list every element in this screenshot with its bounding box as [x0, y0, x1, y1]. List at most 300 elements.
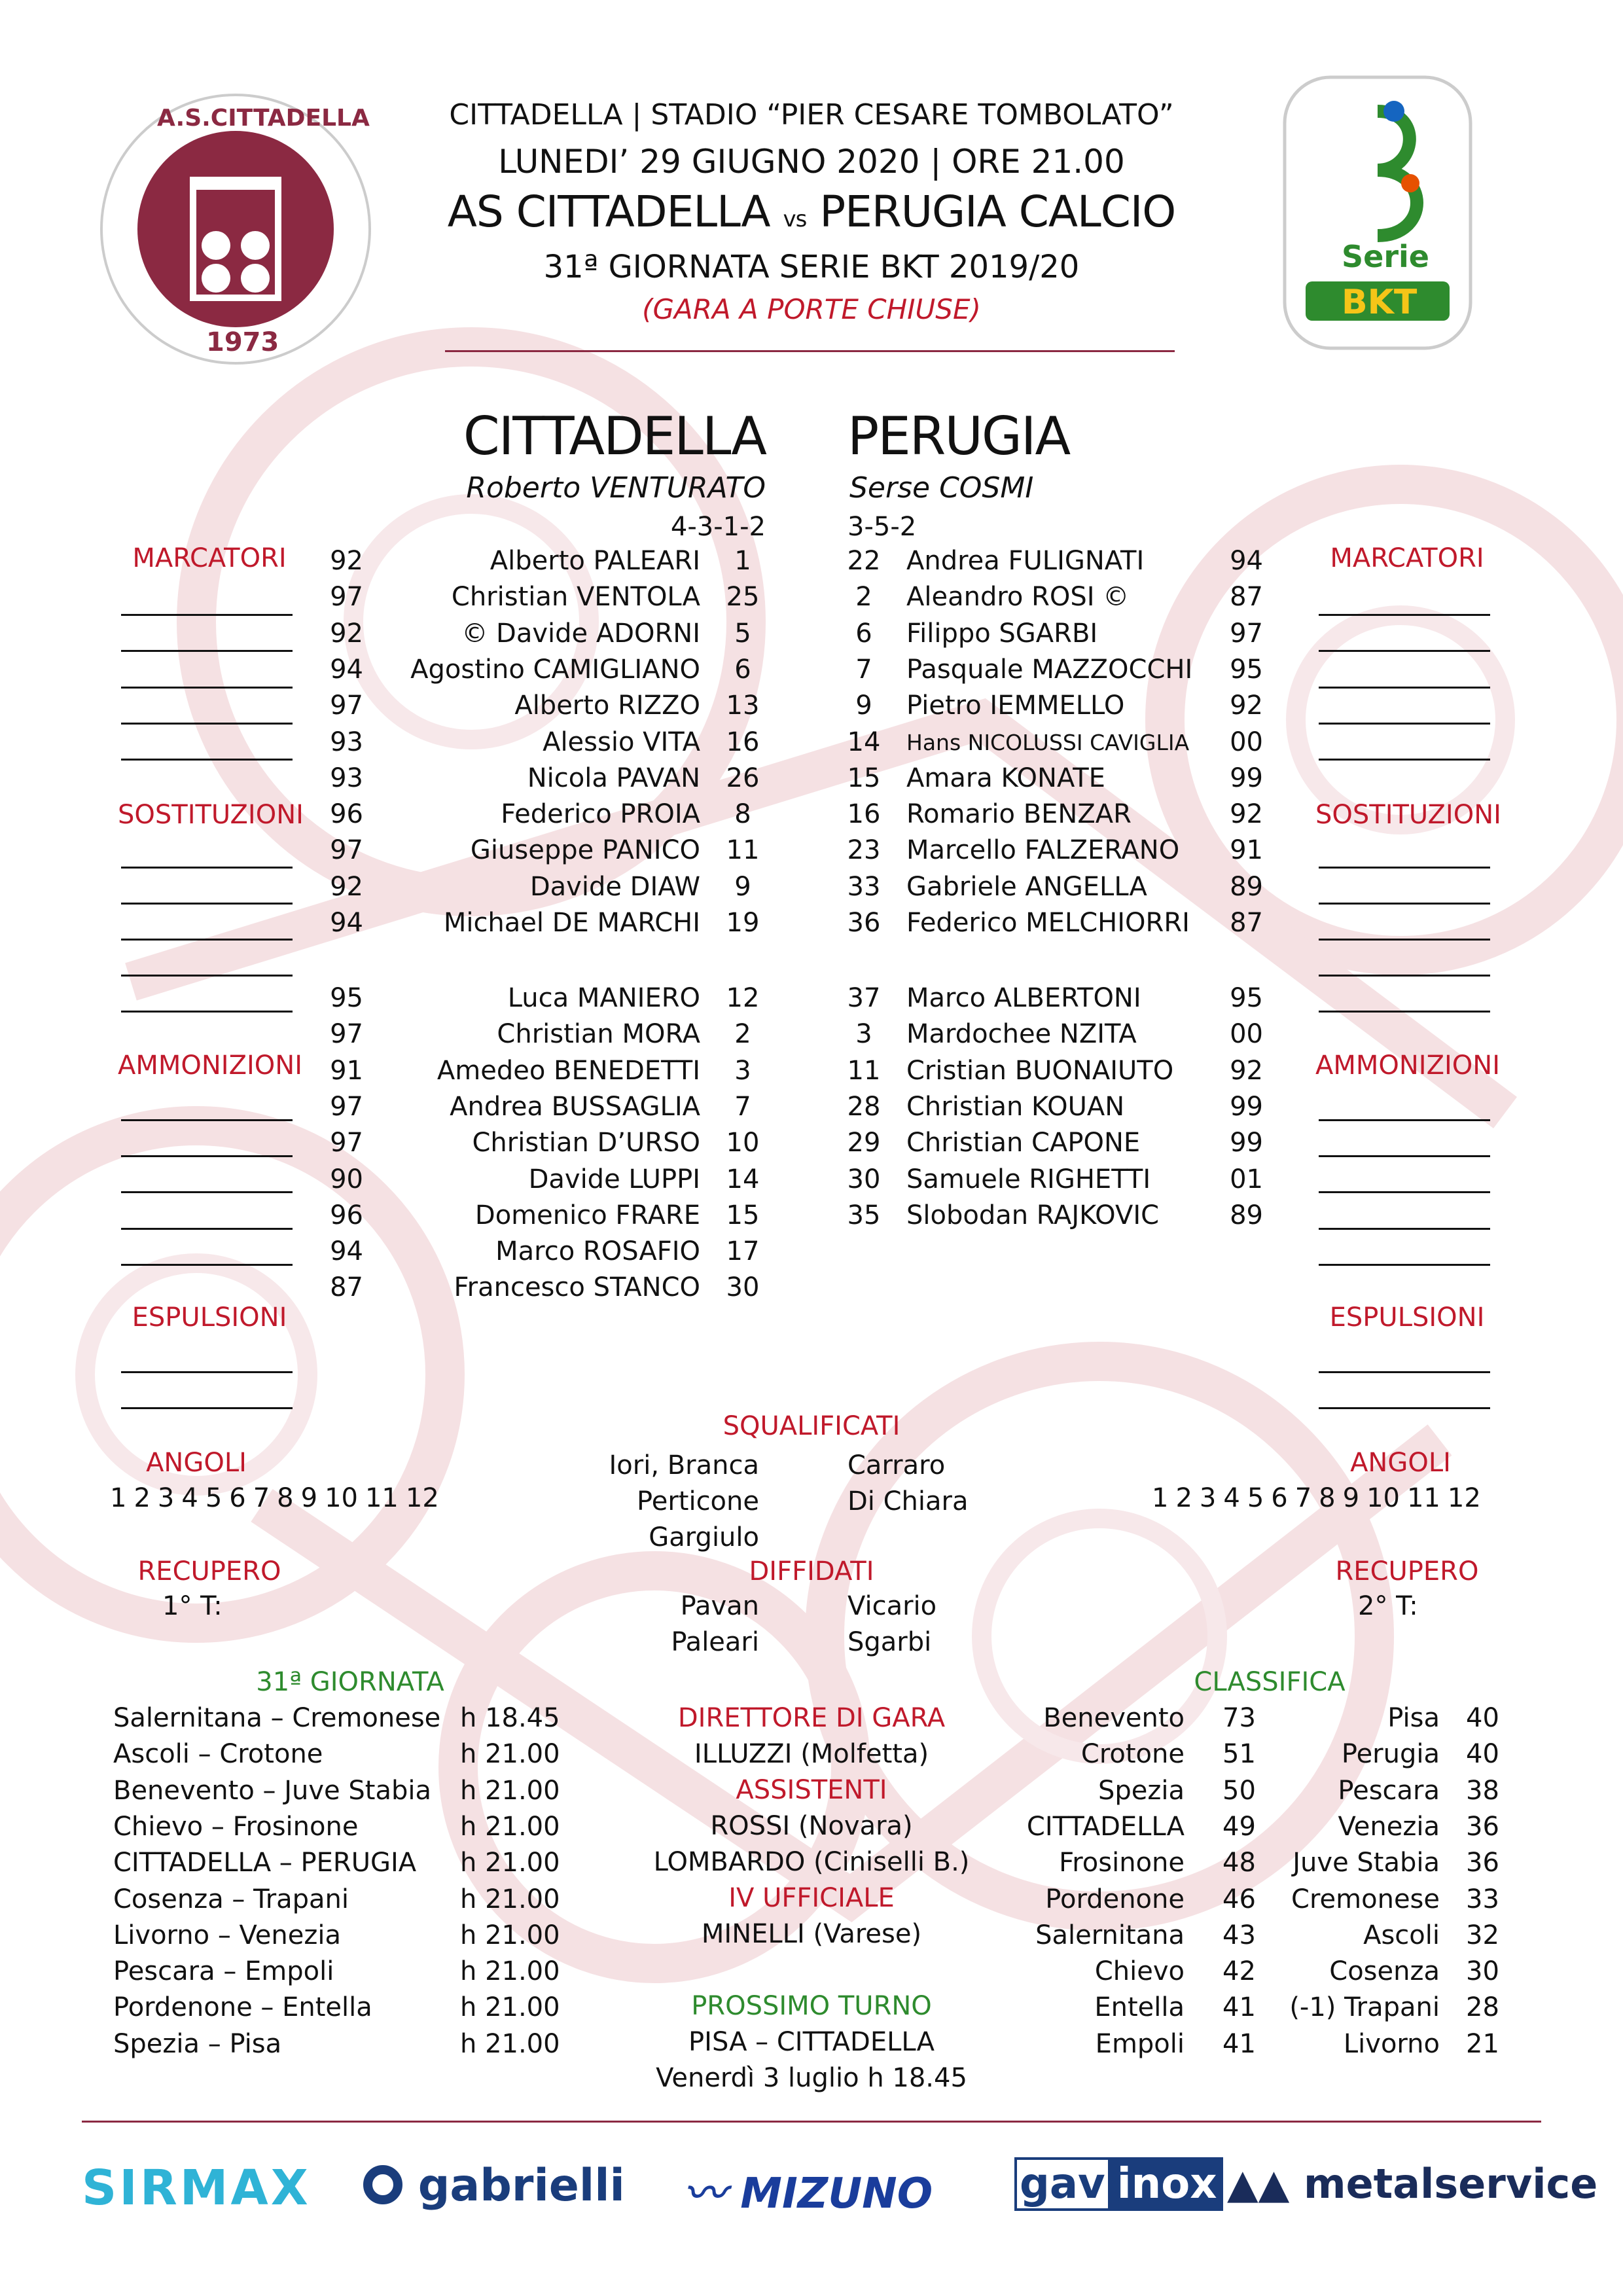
giornata-label: 31ª GIORNATA	[256, 1667, 444, 1697]
corner-number: 9	[1342, 1483, 1360, 1513]
home-blank-line	[121, 1191, 293, 1193]
fixture-match: Chievo – Frosinone	[113, 1811, 359, 1842]
home-player-year: 97	[330, 1019, 363, 1050]
home-player-name: Luca MANIERO	[507, 983, 700, 1013]
home-ammonizioni-label: AMMONIZIONI	[118, 1050, 302, 1081]
home-player-year: 90	[330, 1164, 363, 1194]
away-player-number: 29	[847, 1128, 881, 1158]
club-logo-text: A.S.CITTADELLA	[157, 105, 370, 132]
away-angoli-label: ANGOLI	[1350, 1448, 1451, 1478]
standing-points: 43	[1222, 1920, 1256, 1950]
home-player-number: 3	[734, 1055, 751, 1086]
fixture-time: h 21.00	[460, 1848, 560, 1878]
home-blank-line	[121, 903, 293, 905]
away-blank-line	[1319, 1011, 1490, 1013]
away-player-year: 99	[1230, 1091, 1263, 1122]
home-player-name: © Davide ADORNI	[461, 618, 700, 649]
fixture-time: h 21.00	[460, 1920, 560, 1950]
away-blank-line	[1319, 1228, 1490, 1230]
home-player-year: 87	[330, 1272, 363, 1303]
home-player-year: 97	[330, 691, 363, 721]
away-player-year: 97	[1230, 618, 1263, 649]
corner-number: 9	[300, 1483, 318, 1513]
standing-team: Pescara	[1338, 1775, 1440, 1806]
corner-number: 12	[1447, 1483, 1481, 1513]
fixture-time: h 21.00	[460, 1811, 560, 1842]
league-logo-brand: BKT	[1342, 283, 1418, 322]
home-player-year: 94	[330, 1236, 363, 1267]
fixture-time: h 21.00	[460, 1775, 560, 1806]
home-formation: 4-3-1-2	[670, 512, 766, 542]
sponsor-metalservice	[1227, 2160, 1597, 2208]
standing-team: Cremonese	[1291, 1884, 1440, 1914]
standing-team: Pisa	[1387, 1703, 1440, 1733]
away-player-number: 16	[847, 799, 881, 830]
away-player-number: 14	[847, 726, 881, 757]
standing-points: 50	[1222, 1775, 1256, 1806]
standing-team: Livorno	[1343, 2028, 1440, 2059]
home-player-year: 97	[330, 582, 363, 613]
standing-team: Juve Stabia	[1293, 1848, 1440, 1878]
home-player-name: Michael DE MARCHI	[443, 908, 700, 938]
fixture-time: h 21.00	[460, 1992, 560, 2023]
diffidato-home-2: Paleari	[671, 1627, 759, 1657]
assistenti-label: ASSISTENTI	[736, 1775, 887, 1805]
home-blank-line	[121, 1407, 293, 1409]
home-player-year: 93	[330, 762, 363, 793]
standing-points: 33	[1466, 1884, 1499, 1914]
home-player-number: 9	[734, 871, 751, 902]
home-player-number: 19	[726, 908, 760, 938]
sponsor-mizuno	[684, 2160, 933, 2220]
fixture-time: h 21.00	[460, 1956, 560, 1987]
home-player-name: Alberto RIZZO	[514, 691, 700, 721]
second-half-label: 2° T:	[1358, 1591, 1418, 1621]
header-date: LUNEDI’ 29 GIUGNO 2020 | ORE 21.00	[498, 143, 1125, 181]
corner-number: 11	[365, 1483, 399, 1513]
header-away-team: PERUGIA CALCIO	[819, 187, 1176, 237]
away-recupero-label: RECUPERO	[1335, 1556, 1479, 1587]
home-player-name: Francesco STANCO	[454, 1272, 700, 1303]
standing-team: Venezia	[1338, 1811, 1440, 1842]
standing-team: Ascoli	[1363, 1920, 1440, 1950]
corner-number: 4	[1223, 1483, 1240, 1513]
away-player-number: 9	[855, 691, 872, 721]
fourth-official: MINELLI (Varese)	[701, 1919, 922, 1949]
home-player-year: 92	[330, 871, 363, 902]
fixture-match: Salernitana – Cremonese	[113, 1703, 441, 1733]
diffidato-away-2: Sgarbi	[847, 1627, 932, 1657]
home-player-name: Christian MORA	[497, 1019, 700, 1050]
standing-points: 42	[1222, 1956, 1256, 1987]
home-blank-line	[121, 1228, 293, 1230]
home-blank-line	[121, 687, 293, 689]
corner-number: 8	[1319, 1483, 1336, 1513]
diffidati-away	[847, 1588, 936, 1660]
sponsor-gavinox-b: inox	[1111, 2157, 1224, 2211]
away-player-year: 87	[1230, 582, 1263, 613]
header-home-team: AS CITTADELLA	[447, 187, 770, 237]
first-half-label: 1° T:	[162, 1591, 223, 1621]
sponsor-gabrielli	[363, 2160, 625, 2212]
away-player-number: 35	[847, 1200, 881, 1230]
home-blank-line	[121, 650, 293, 652]
standing-team: Perugia	[1341, 1739, 1440, 1770]
away-player-name: Christian KOUAN	[906, 1091, 1125, 1122]
header-venue: CITTADELLA | STADIO “PIER CESARE TOMBOLATO”	[449, 98, 1174, 132]
away-player-name: Filippo SGARBI	[906, 618, 1098, 649]
corner-number: 1	[1152, 1483, 1169, 1513]
home-espulsioni-label: ESPULSIONI	[132, 1302, 287, 1333]
corner-number: 6	[229, 1483, 246, 1513]
direttore-label: DIRETTORE DI GARA	[677, 1703, 946, 1733]
away-player-year: 92	[1230, 691, 1263, 721]
standing-points: 48	[1222, 1848, 1256, 1878]
home-recupero-label: RECUPERO	[137, 1556, 281, 1587]
away-blank-line	[1319, 759, 1490, 761]
away-player-name: Andrea FULIGNATI	[906, 546, 1145, 576]
home-player-number: 11	[726, 835, 760, 866]
home-player-number: 30	[726, 1272, 760, 1303]
home-player-name: Davide LUPPI	[528, 1164, 700, 1194]
away-player-name: Federico MELCHIORRI	[906, 908, 1190, 938]
away-player-year: 95	[1230, 983, 1263, 1013]
standing-team: Benevento	[1043, 1703, 1185, 1733]
home-player-year: 97	[330, 1128, 363, 1158]
away-player-year: 89	[1230, 1200, 1263, 1230]
standing-points: 41	[1222, 2028, 1256, 2059]
corner-number: 5	[205, 1483, 223, 1513]
fixture-match: Ascoli – Crotone	[113, 1739, 323, 1770]
diffidato-away-1: Vicario	[847, 1591, 937, 1621]
home-player-number: 26	[726, 762, 760, 793]
fixture-time: h 21.00	[460, 2028, 560, 2059]
metalservice-icon: ▲▲	[1227, 2160, 1290, 2208]
home-player-name: Christian D’URSO	[472, 1128, 700, 1158]
standing-points: 41	[1222, 1992, 1256, 2023]
away-player-number: 37	[847, 983, 881, 1013]
home-blank-line	[121, 1264, 293, 1266]
standing-points: 21	[1466, 2028, 1499, 2059]
assistant-2: LOMBARDO (Ciniselli B.)	[653, 1847, 970, 1877]
home-player-number: 1	[734, 546, 751, 576]
away-player-name: Gabriele ANGELLA	[906, 871, 1147, 902]
away-player-name: Slobodan RAJKOVIC	[906, 1200, 1160, 1230]
squalificati-label: SQUALIFICATI	[722, 1411, 901, 1441]
standing-points: 30	[1466, 1956, 1499, 1987]
away-blank-line	[1319, 650, 1490, 652]
home-blank-line	[121, 759, 293, 761]
away-blank-line	[1319, 687, 1490, 689]
away-player-number: 6	[855, 618, 872, 649]
corner-number: 3	[1199, 1483, 1217, 1513]
home-player-number: 14	[726, 1164, 760, 1194]
home-player-year: 97	[330, 1091, 363, 1122]
home-player-year: 92	[330, 618, 363, 649]
home-player-name: Domenico FRARE	[474, 1200, 700, 1230]
home-coach: Roberto VENTURATO	[466, 471, 766, 505]
away-player-name: Christian CAPONE	[906, 1128, 1141, 1158]
away-blank-line	[1319, 1407, 1490, 1409]
away-ammonizioni-label: AMMONIZIONI	[1315, 1050, 1500, 1081]
away-player-number: 7	[855, 654, 872, 685]
next-date: Venerdì 3 luglio h 18.45	[656, 2063, 967, 2093]
home-blank-line	[121, 1011, 293, 1013]
standing-points: 36	[1466, 1848, 1499, 1878]
home-player-number: 2	[734, 1019, 751, 1050]
home-player-name: Christian VENTOLA	[451, 582, 700, 613]
squalificato-away-2: Di Chiara	[847, 1486, 969, 1516]
home-player-year: 97	[330, 835, 363, 866]
away-player-year: 89	[1230, 871, 1263, 902]
fixture-match: Benevento – Juve Stabia	[113, 1775, 431, 1806]
away-blank-line	[1319, 1371, 1490, 1373]
corner-number: 4	[181, 1483, 198, 1513]
fixture-match: Livorno – Venezia	[113, 1920, 341, 1950]
away-blank-line	[1319, 1191, 1490, 1193]
fixture-match: CITTADELLA – PERUGIA	[113, 1848, 417, 1878]
standing-team: Pordenone	[1045, 1884, 1185, 1914]
standing-team: Spezia	[1097, 1775, 1185, 1806]
away-player-name: Hans NICOLUSSI CAVIGLIA	[906, 729, 1190, 755]
fixture-match: Pordenone – Entella	[113, 1992, 372, 2023]
corner-number: 2	[134, 1483, 151, 1513]
home-blank-line	[121, 1155, 293, 1157]
standing-points: 28	[1466, 1992, 1499, 2023]
away-player-name: Amara KONATE	[906, 762, 1105, 793]
away-player-year: 87	[1230, 908, 1263, 938]
home-player-number: 25	[726, 582, 760, 613]
away-blank-line	[1319, 1264, 1490, 1266]
corner-number: 12	[405, 1483, 439, 1513]
standing-points: 38	[1466, 1775, 1499, 1806]
away-formation: 3-5-2	[847, 512, 917, 542]
fixture-time: h 18.45	[460, 1703, 560, 1733]
league-logo-serie: Serie	[1342, 239, 1429, 274]
squalificato-home-2: Perticone	[637, 1486, 759, 1516]
standing-team: (-1) Trapani	[1289, 1992, 1440, 2023]
away-sostituzioni-label: SOSTITUZIONI	[1315, 800, 1501, 830]
home-blank-line	[121, 1119, 293, 1121]
next-match: PISA – CITTADELLA	[688, 2027, 935, 2057]
away-player-name: Pietro IEMMELLO	[906, 691, 1125, 721]
corner-number: 5	[1247, 1483, 1264, 1513]
home-blank-line	[121, 614, 293, 616]
away-player-year: 00	[1230, 1019, 1263, 1050]
standing-points: 73	[1222, 1703, 1256, 1733]
home-player-year: 93	[330, 726, 363, 757]
away-blank-line	[1319, 723, 1490, 725]
sponsor-gavinox	[1014, 2160, 1223, 2208]
home-player-number: 13	[726, 691, 760, 721]
home-blank-line	[121, 975, 293, 977]
away-player-name: Samuele RIGHETTI	[906, 1164, 1151, 1194]
home-player-number: 5	[734, 618, 751, 649]
corner-number: 7	[1294, 1483, 1312, 1513]
home-blank-line	[121, 1371, 293, 1373]
sponsor-mizuno-text: MIZUNO	[740, 2170, 933, 2218]
standing-team: Salernitana	[1035, 1920, 1185, 1950]
away-player-year: 92	[1230, 1055, 1263, 1086]
fixture-match: Pescara – Empoli	[113, 1956, 334, 1987]
away-player-name: Cristian BUONAIUTO	[906, 1055, 1174, 1086]
away-player-name: Marco ALBERTONI	[906, 983, 1141, 1013]
home-player-name: Marco ROSAFIO	[495, 1236, 700, 1267]
standing-team: Entella	[1094, 1992, 1185, 2023]
home-player-number: 15	[726, 1200, 760, 1230]
home-marcatori-label: MARCATORI	[132, 543, 287, 573]
header-divider	[445, 350, 1175, 352]
quarto-label: IV UFFICIALE	[728, 1883, 895, 1913]
home-blank-line	[121, 723, 293, 725]
standing-points: 51	[1222, 1739, 1256, 1770]
standing-points: 36	[1466, 1811, 1499, 1842]
away-player-number: 11	[847, 1055, 881, 1086]
diffidati-home	[563, 1588, 759, 1660]
home-player-name: Federico PROIA	[501, 799, 700, 830]
away-player-number: 28	[847, 1091, 881, 1122]
away-player-number: 30	[847, 1164, 881, 1194]
standing-team: Cosenza	[1329, 1956, 1440, 1987]
home-player-number: 12	[726, 983, 760, 1013]
squalificato-home-3: Gargiulo	[649, 1522, 759, 1552]
home-player-number: 7	[734, 1091, 751, 1122]
home-player-year: 92	[330, 546, 363, 576]
away-blank-line	[1319, 1119, 1490, 1121]
mizuno-runbird-icon: 〰	[684, 2170, 726, 2218]
away-player-year: 99	[1230, 1128, 1263, 1158]
home-player-name: Agostino CAMIGLIANO	[410, 654, 700, 685]
home-player-name: Davide DIAW	[529, 871, 700, 902]
away-player-year: 91	[1230, 835, 1263, 866]
home-player-year: 96	[330, 799, 363, 830]
club-logo-year: 1973	[206, 327, 279, 357]
away-player-year: 00	[1230, 726, 1263, 757]
home-blank-line	[121, 939, 293, 941]
away-player-year: 01	[1230, 1164, 1263, 1194]
squalificato-home-1: Iori, Branca	[609, 1450, 759, 1480]
home-corners	[110, 1480, 446, 1516]
away-player-number: 36	[847, 908, 881, 938]
diffidati-label: DIFFIDATI	[749, 1556, 874, 1587]
standing-points: 40	[1466, 1703, 1499, 1733]
home-player-year: 96	[330, 1200, 363, 1230]
corner-number: 10	[1366, 1483, 1400, 1513]
away-player-number: 15	[847, 762, 881, 793]
home-player-name: Alessio VITA	[543, 726, 700, 757]
away-marcatori-label: MARCATORI	[1330, 543, 1484, 573]
away-player-number: 33	[847, 871, 881, 902]
away-player-year: 94	[1230, 546, 1263, 576]
home-blank-line	[121, 867, 293, 869]
corner-number: 11	[1406, 1483, 1440, 1513]
sponsor-metalservice-text: metalservice	[1303, 2160, 1598, 2208]
away-player-year: 99	[1230, 762, 1263, 793]
assistant-1: ROSSI (Novara)	[710, 1811, 913, 1841]
home-player-number: 17	[726, 1236, 760, 1267]
home-player-number: 10	[726, 1128, 760, 1158]
home-player-number: 6	[734, 654, 751, 685]
squalificato-away-1: Carraro	[847, 1450, 946, 1480]
away-player-name: Mardochee NZITA	[906, 1019, 1137, 1050]
away-player-year: 92	[1230, 799, 1263, 830]
away-player-name: Marcello FALZERANO	[906, 835, 1180, 866]
sponsor-gabrielli-text: gabrielli	[418, 2160, 625, 2212]
home-player-name: Nicola PAVAN	[527, 762, 700, 793]
corner-number: 3	[157, 1483, 175, 1513]
home-team-name: CITTADELLA	[463, 406, 766, 467]
diffidato-home-1: Pavan	[680, 1591, 759, 1621]
referee-name: ILLUZZI (Molfetta)	[694, 1739, 929, 1769]
corner-number: 6	[1271, 1483, 1288, 1513]
squalificati-away	[847, 1448, 969, 1520]
home-player-year: 95	[330, 983, 363, 1013]
corner-number: 2	[1175, 1483, 1192, 1513]
standing-points: 46	[1222, 1884, 1256, 1914]
fixture-time: h 21.00	[460, 1739, 560, 1770]
standing-points: 32	[1466, 1920, 1499, 1950]
home-player-year: 94	[330, 908, 363, 938]
home-angoli-label: ANGOLI	[146, 1448, 247, 1478]
corner-number: 7	[253, 1483, 270, 1513]
standing-team: Empoli	[1095, 2028, 1185, 2059]
fixture-time: h 21.00	[460, 1884, 560, 1914]
standing-team: CITTADELLA	[1026, 1811, 1185, 1842]
away-team-name: PERUGIA	[847, 406, 1070, 467]
away-player-number: 23	[847, 835, 881, 866]
fixture-match: Spezia – Pisa	[113, 2028, 282, 2059]
home-sostituzioni-label: SOSTITUZIONI	[118, 800, 304, 830]
away-blank-line	[1319, 867, 1490, 869]
home-player-number: 8	[734, 799, 751, 830]
home-player-name: Giuseppe PANICO	[470, 835, 700, 866]
away-player-name: Romario BENZAR	[906, 799, 1132, 830]
standing-team: Crotone	[1080, 1739, 1185, 1770]
header-vs: vs	[783, 206, 807, 232]
header-match	[380, 187, 1243, 237]
away-player-number: 2	[855, 582, 872, 613]
home-player-name: Amedeo BENEDETTI	[437, 1055, 700, 1086]
club-crest-icon	[98, 92, 373, 367]
away-blank-line	[1319, 614, 1490, 616]
home-player-name: Alberto PALEARI	[490, 546, 700, 576]
away-corners	[1152, 1480, 1488, 1516]
home-player-number: 16	[726, 726, 760, 757]
away-blank-line	[1319, 1155, 1490, 1157]
away-player-number: 22	[847, 546, 881, 576]
home-player-year: 91	[330, 1055, 363, 1086]
standing-points: 49	[1222, 1811, 1256, 1842]
away-blank-line	[1319, 939, 1490, 941]
classifica-label: CLASSIFICA	[1194, 1667, 1346, 1697]
away-blank-line	[1319, 903, 1490, 905]
away-espulsioni-label: ESPULSIONI	[1329, 1302, 1485, 1333]
squalificati-home	[563, 1448, 759, 1556]
gabrielli-g-icon	[363, 2165, 402, 2204]
header-note: (GARA A PORTE CHIUSE)	[642, 293, 981, 325]
home-player-year: 94	[330, 654, 363, 685]
sponsor-gavinox-a: gav	[1014, 2157, 1111, 2211]
fixture-match: Cosenza – Trapani	[113, 1884, 349, 1914]
away-player-name: Pasquale MAZZOCCHI	[906, 654, 1193, 685]
club-logo	[98, 92, 373, 367]
header-round: 31ª GIORNATA SERIE BKT 2019/20	[543, 249, 1080, 285]
away-coach: Serse COSMI	[849, 471, 1034, 505]
corner-number: 8	[277, 1483, 294, 1513]
league-logo	[1279, 72, 1476, 353]
away-player-year: 95	[1230, 654, 1263, 685]
standing-points: 40	[1466, 1739, 1499, 1770]
